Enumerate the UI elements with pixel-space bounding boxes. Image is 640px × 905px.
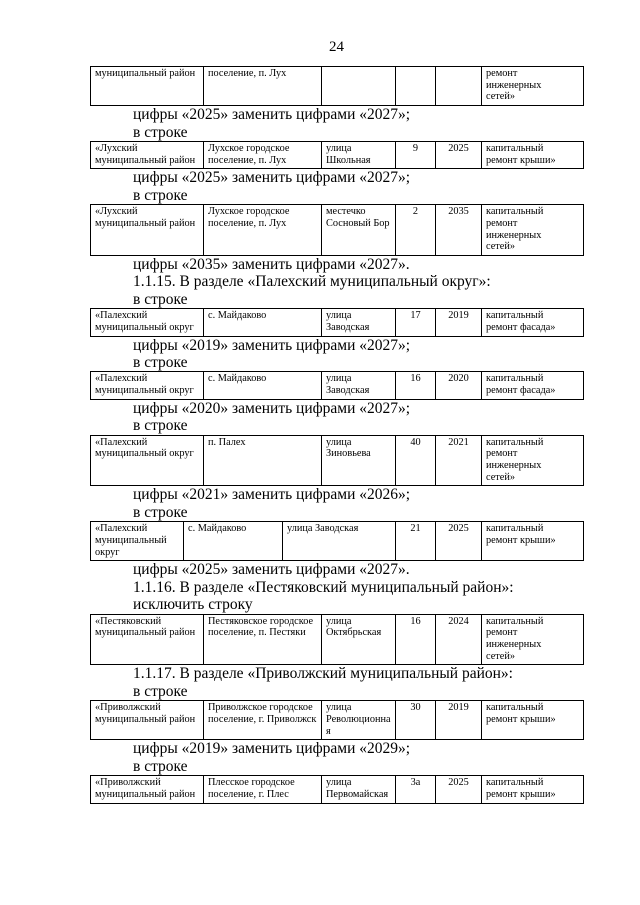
table-cell: улица Школьная <box>322 141 396 168</box>
table-cell: 2 <box>396 205 436 256</box>
paragraph-text: в строке <box>133 503 188 521</box>
table-cell: капитальный ремонт крыши» <box>482 522 584 561</box>
table-row <box>91 372 584 399</box>
amendment-table <box>90 700 584 740</box>
amendment-table <box>90 66 584 106</box>
table-cell: «Палехский муниципальный округ <box>91 309 204 336</box>
paragraph-text: в строке <box>133 417 188 435</box>
table-cell: 17 <box>396 309 436 336</box>
paragraph-text: цифры «2019» заменить цифрами «2029»; <box>133 740 411 758</box>
table-cell: «Палехский муниципальный округ <box>91 522 184 561</box>
amendment-table <box>90 521 584 561</box>
table-cell: «Лухский муниципальный район <box>91 141 204 168</box>
table-cell: «Пестяковский муниципальный район <box>91 614 204 665</box>
table-cell: улица Заводская <box>283 522 396 561</box>
paragraph-text: цифры «2025» заменить цифрами «2027»; <box>133 169 411 187</box>
table-cell <box>396 67 436 106</box>
paragraph-text: в строке <box>133 353 188 371</box>
paragraph-text: в строке <box>133 123 188 141</box>
table-cell: 2025 <box>436 141 482 168</box>
table-cell: Лухское городское поселение, п. Лух <box>204 205 322 256</box>
section-heading: 1.1.16. В разделе «Пестяковский муниципальный район»: <box>133 578 514 596</box>
table-cell: 2019 <box>436 309 482 336</box>
paragraph-text: цифры «2019» заменить цифрами «2027»; <box>133 336 411 354</box>
table-row <box>91 205 584 256</box>
table-cell: улица Октябрьская <box>322 614 396 665</box>
table-cell: с. Майдаково <box>204 372 322 399</box>
table-cell: Плесское городское поселение, г. Плес <box>204 776 322 803</box>
table-cell: улица Зиновьева <box>322 435 396 486</box>
table-row <box>91 309 584 336</box>
table-cell: 2020 <box>436 372 482 399</box>
table-cell: ремонт инженерных сетей» <box>482 67 584 106</box>
table-cell: улица Заводская <box>322 309 396 336</box>
table-cell: «Приволжский муниципальный район <box>91 776 204 803</box>
paragraph-text: цифры «2020» заменить цифрами «2027»; <box>133 399 411 417</box>
amendment-table <box>90 371 584 399</box>
table-cell: улица Революционная <box>322 701 396 740</box>
table-cell: 16 <box>396 372 436 399</box>
table-cell: «Палехский муниципальный округ <box>91 435 204 486</box>
section-heading: 1.1.17. В разделе «Приволжский муниципальный район»: <box>133 665 513 683</box>
table-cell: 16 <box>396 614 436 665</box>
table-row <box>91 141 584 168</box>
table-cell: поселение, п. Лух <box>204 67 322 106</box>
table-cell: 40 <box>396 435 436 486</box>
table-cell: Пестяковское городское поселение, п. Пестяки <box>204 614 322 665</box>
table-cell: 2025 <box>436 776 482 803</box>
table-cell: «Лухский муниципальный район <box>91 205 204 256</box>
paragraph-text: цифры «2021» заменить цифрами «2026»; <box>133 486 411 504</box>
table-cell: «Палехский муниципальный округ <box>91 372 204 399</box>
table-cell: капитальный ремонт крыши» <box>482 701 584 740</box>
table-cell: 9 <box>396 141 436 168</box>
table-cell: капитальный ремонт фасада» <box>482 309 584 336</box>
table-cell <box>322 67 396 106</box>
table-cell: 2035 <box>436 205 482 256</box>
table-cell: улица Заводская <box>322 372 396 399</box>
paragraph-text: исключить строку <box>133 596 253 614</box>
table-cell: капитальный ремонт инженерных сетей» <box>482 614 584 665</box>
table-row <box>91 435 584 486</box>
table-cell: капитальный ремонт крыши» <box>482 776 584 803</box>
table-cell: п. Палех <box>204 435 322 486</box>
table-cell: капитальный ремонт крыши» <box>482 141 584 168</box>
paragraph-text: в строке <box>133 186 188 204</box>
paragraph-text: в строке <box>133 682 188 700</box>
amendment-table <box>90 204 584 256</box>
table-cell: 3а <box>396 776 436 803</box>
amendment-table <box>90 775 584 803</box>
table-cell <box>436 67 482 106</box>
table-cell: 2021 <box>436 435 482 486</box>
table-row <box>91 614 584 665</box>
paragraph-text: цифры «2035» заменить цифрами «2027». <box>133 255 410 273</box>
table-row <box>91 776 584 803</box>
table-cell: 2024 <box>436 614 482 665</box>
table-cell: муниципальный район <box>91 67 204 106</box>
table-cell: капитальный ремонт фасада» <box>482 372 584 399</box>
table-cell: 21 <box>396 522 436 561</box>
amendment-table <box>90 435 584 487</box>
page-number: 24 <box>329 39 344 55</box>
amendment-table <box>90 141 584 169</box>
table-row <box>91 522 584 561</box>
table-row <box>91 67 584 106</box>
paragraph-text: цифры «2025» заменить цифрами «2027». <box>133 561 410 579</box>
table-cell: «Приволжский муниципальный район <box>91 701 204 740</box>
table-cell: с. Майдаково <box>184 522 283 561</box>
paragraph-text: в строке <box>133 757 188 775</box>
table-row <box>91 701 584 740</box>
table-cell: Лухское городское поселение, п. Лух <box>204 141 322 168</box>
table-cell: 2025 <box>436 522 482 561</box>
paragraph-text: цифры «2025» заменить цифрами «2027»; <box>133 106 411 124</box>
table-cell: капитальный ремонт инженерных сетей» <box>482 205 584 256</box>
table-cell: капитальный ремонт инженерных сетей» <box>482 435 584 486</box>
table-cell: с. Майдаково <box>204 309 322 336</box>
table-cell: Приволжское городское поселение, г. Приволжск <box>204 701 322 740</box>
table-cell: местечко Сосновый Бор <box>322 205 396 256</box>
amendment-table <box>90 308 584 336</box>
table-cell: 30 <box>396 701 436 740</box>
paragraph-text: в строке <box>133 290 188 308</box>
section-heading: 1.1.15. В разделе «Палехский муниципальный округ»: <box>133 273 491 291</box>
table-cell: 2019 <box>436 701 482 740</box>
amendment-table <box>90 614 584 666</box>
table-cell: улица Первомайская <box>322 776 396 803</box>
